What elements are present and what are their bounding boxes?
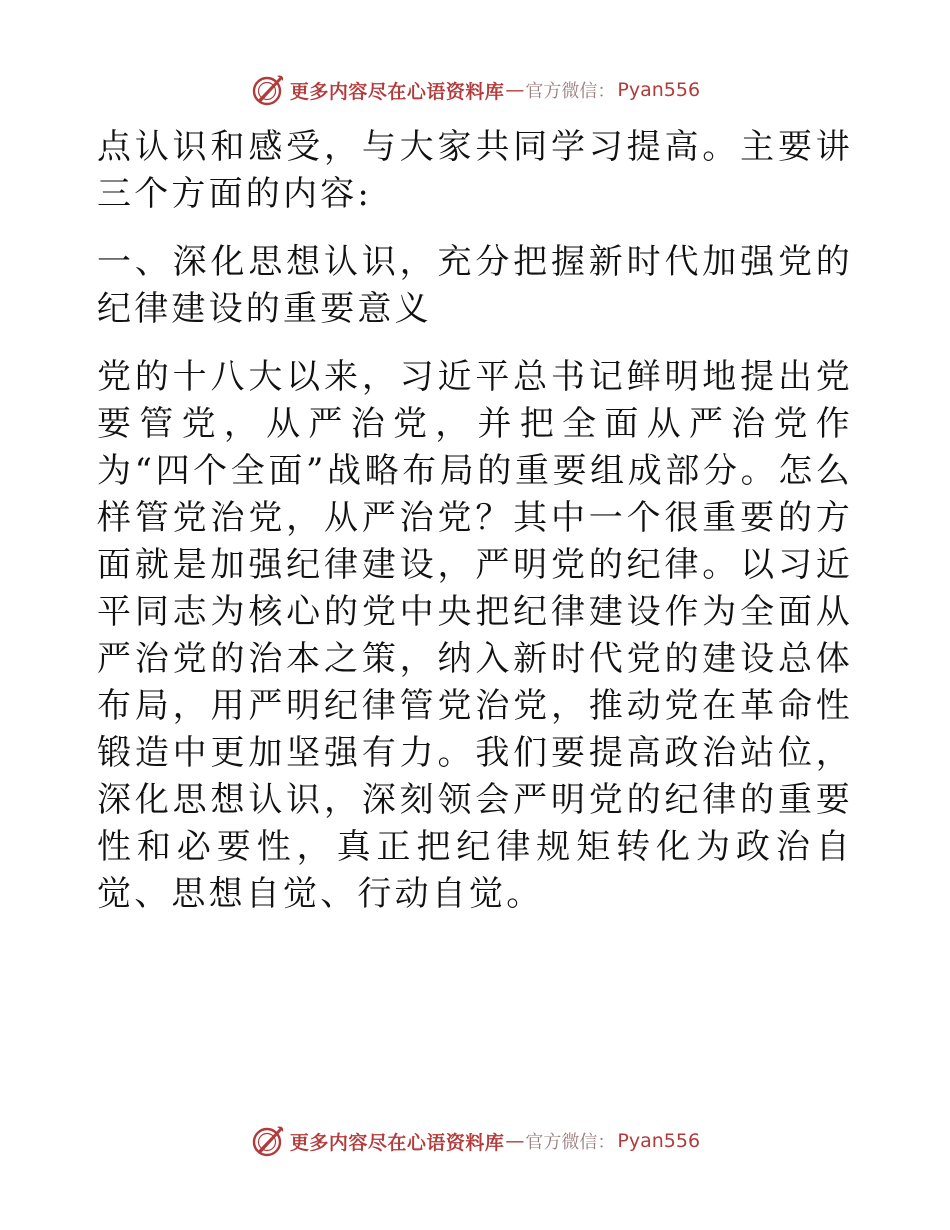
paragraph-intro: 点认识和感受，与大家共同学习提高。主要讲三个方面的内容: <box>97 127 853 214</box>
watermark-official-label: 官方微信： <box>525 1132 616 1153</box>
watermark-official-label: 官方微信： <box>525 81 616 102</box>
watermark-separator: — <box>505 1130 525 1152</box>
section-heading: 一、深化思想认识，充分把握新时代加强党的纪律建设的重要意义 <box>97 242 853 329</box>
header-watermark <box>0 70 950 110</box>
paragraph-main: 党的十八大以来，习近平总书记鲜明地提出党要管党，从严治党，并把全面从严治党作为“四个全面”战略布局的重要组成部分。怎么样管党治党，从严治党？其中一个很重要的方面就是加强纪律建设，严明党的纪律。以习近平同志为核心的党中央把纪律建设作为全面从严治党的治本之策，纳入新时代党的建设总体布局，用严明纪律管党治党，推动党在革命性锻造中更加坚强有力。我们要提高政治站位，深化思想认识，深刻领会严明党的纪律的重要性和必要性，真正把纪律规矩转化为政治自觉、思想自觉、行动自觉。 <box>97 357 853 914</box>
watermark-wechat-id: Pyan556 <box>617 1130 701 1152</box>
watermark-main-text: 更多内容尽在心语资料库 <box>289 1131 505 1154</box>
footer-watermark <box>0 1121 950 1161</box>
watermark-wechat-id: Pyan556 <box>617 79 701 101</box>
quill-pen-seal-icon <box>250 72 286 108</box>
watermark-separator: — <box>505 79 525 101</box>
quill-pen-seal-icon <box>250 1123 286 1159</box>
watermark-main-text: 更多内容尽在心语资料库 <box>289 80 505 103</box>
document-body <box>97 124 853 939</box>
